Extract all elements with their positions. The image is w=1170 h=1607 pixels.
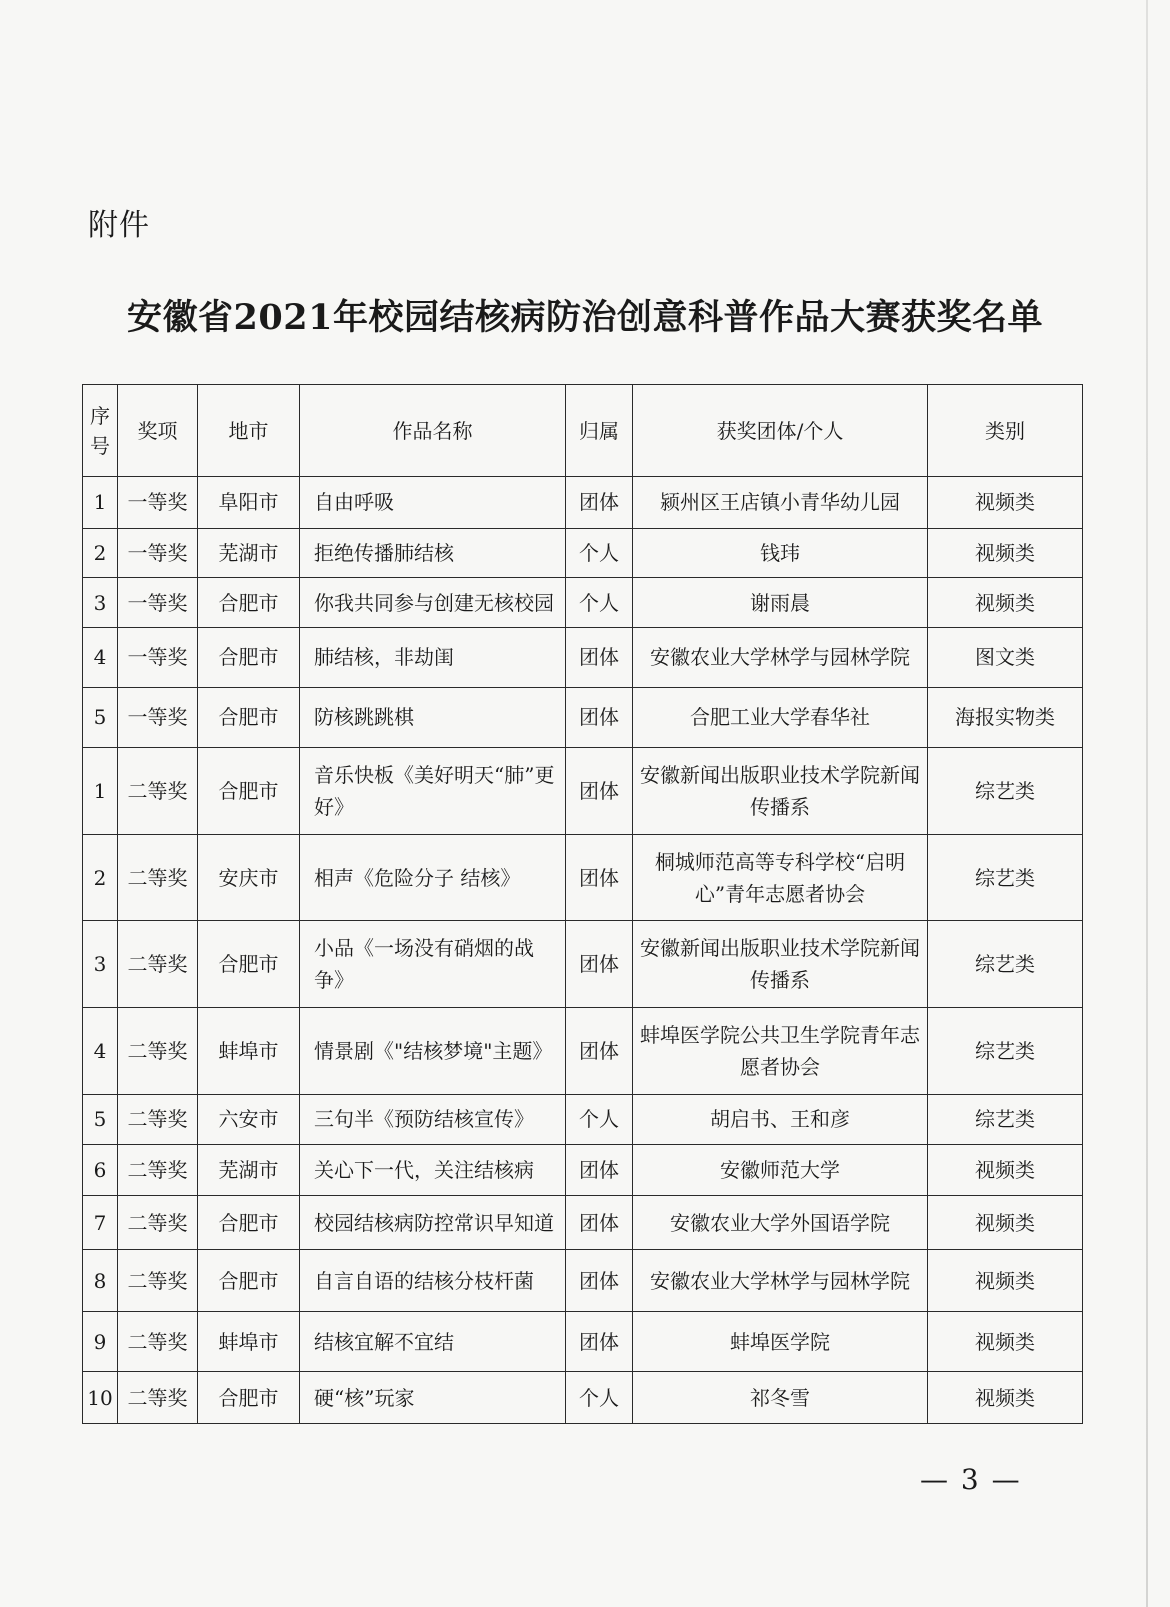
table-row — [83, 921, 1083, 1008]
table-row — [83, 1312, 1083, 1372]
header-seq-line1: 序 — [90, 403, 110, 428]
cell-belong: 个人 — [566, 578, 633, 628]
cell-award: 一等奖 — [118, 477, 198, 529]
cell-seq: 5 — [83, 1095, 118, 1145]
cell-award: 二等奖 — [118, 1372, 198, 1424]
cell-winner: 祁冬雪 — [633, 1372, 928, 1424]
cell-award: 二等奖 — [118, 1008, 198, 1095]
cell-award: 二等奖 — [118, 921, 198, 1008]
header-award: 奖项 — [118, 385, 198, 477]
cell-belong: 团体 — [566, 687, 633, 747]
cell-city: 六安市 — [198, 1095, 300, 1145]
table-row — [83, 1372, 1083, 1424]
cell-belong: 团体 — [566, 627, 633, 687]
cell-award: 二等奖 — [118, 1312, 198, 1372]
cell-work: 校园结核病防控常识早知道 — [300, 1196, 566, 1250]
cell-work: 小品《一场没有硝烟的战争》 — [300, 921, 566, 1008]
table-row — [83, 834, 1083, 921]
table-row — [83, 578, 1083, 628]
cell-work: 相声《危险分子 结核》 — [300, 834, 566, 921]
cell-winner: 安徽新闻出版职业技术学院新闻传播系 — [633, 747, 928, 834]
cell-seq: 4 — [83, 627, 118, 687]
cell-city: 芜湖市 — [198, 1144, 300, 1196]
cell-city: 合肥市 — [198, 1250, 300, 1312]
cell-award: 二等奖 — [118, 1250, 198, 1312]
cell-work: 肺结核，非劫闺 — [300, 627, 566, 687]
cell-belong: 团体 — [566, 747, 633, 834]
cell-seq: 6 — [83, 1144, 118, 1196]
cell-winner: 安徽农业大学林学与园林学院 — [633, 1250, 928, 1312]
table-header-row — [83, 385, 1083, 477]
cell-work: 防核跳跳棋 — [300, 687, 566, 747]
cell-winner: 蚌埠医学院公共卫生学院青年志愿者协会 — [633, 1008, 928, 1095]
table-row — [83, 1095, 1083, 1145]
cell-award: 一等奖 — [118, 687, 198, 747]
table-row — [83, 1144, 1083, 1196]
cell-category: 视频类 — [928, 1250, 1083, 1312]
cell-work: 音乐快板《美好明天“肺”更好》 — [300, 747, 566, 834]
cell-work: 关心下一代，关注结核病 — [300, 1144, 566, 1196]
header-belong: 归属 — [566, 385, 633, 477]
cell-seq: 1 — [83, 477, 118, 529]
cell-city: 合肥市 — [198, 1196, 300, 1250]
cell-belong: 团体 — [566, 1008, 633, 1095]
cell-winner: 安徽师范大学 — [633, 1144, 928, 1196]
cell-category: 视频类 — [928, 477, 1083, 529]
cell-category: 综艺类 — [928, 1095, 1083, 1145]
cell-city: 蚌埠市 — [198, 1312, 300, 1372]
cell-belong: 团体 — [566, 1312, 633, 1372]
cell-seq: 8 — [83, 1250, 118, 1312]
cell-city: 合肥市 — [198, 921, 300, 1008]
cell-work: 三句半《预防结核宣传》 — [300, 1095, 566, 1145]
cell-work: 结核宜解不宜结 — [300, 1312, 566, 1372]
cell-belong: 团体 — [566, 1144, 633, 1196]
cell-city: 合肥市 — [198, 687, 300, 747]
cell-work: 自由呼吸 — [300, 477, 566, 529]
cell-work: 情景剧《"结核梦境"主题》 — [300, 1008, 566, 1095]
cell-city: 合肥市 — [198, 1372, 300, 1424]
cell-winner: 安徽新闻出版职业技术学院新闻传播系 — [633, 921, 928, 1008]
cell-belong: 个人 — [566, 528, 633, 578]
cell-winner: 颍州区王店镇小青华幼儿园 — [633, 477, 928, 529]
table-row — [83, 1250, 1083, 1312]
cell-belong: 个人 — [566, 1095, 633, 1145]
cell-category: 综艺类 — [928, 834, 1083, 921]
cell-winner: 蚌埠医学院 — [633, 1312, 928, 1372]
header-work: 作品名称 — [300, 385, 566, 477]
cell-winner: 钱玮 — [633, 528, 928, 578]
cell-work: 硬“核”玩家 — [300, 1372, 566, 1424]
cell-seq: 1 — [83, 747, 118, 834]
cell-award: 二等奖 — [118, 1144, 198, 1196]
cell-city: 安庆市 — [198, 834, 300, 921]
cell-belong: 团体 — [566, 1196, 633, 1250]
cell-category: 图文类 — [928, 627, 1083, 687]
cell-seq: 5 — [83, 687, 118, 747]
table-row — [83, 687, 1083, 747]
cell-category: 综艺类 — [928, 747, 1083, 834]
cell-belong: 团体 — [566, 921, 633, 1008]
cell-category: 视频类 — [928, 1144, 1083, 1196]
cell-city: 合肥市 — [198, 747, 300, 834]
cell-city: 合肥市 — [198, 578, 300, 628]
table-row — [83, 1196, 1083, 1250]
cell-category: 视频类 — [928, 1372, 1083, 1424]
cell-belong: 团体 — [566, 477, 633, 529]
table-row — [83, 627, 1083, 687]
table-row — [83, 1008, 1083, 1095]
header-winner: 获奖团体/个人 — [633, 385, 928, 477]
cell-winner: 安徽农业大学林学与园林学院 — [633, 627, 928, 687]
page-number: — 3 — — [920, 1463, 1022, 1496]
cell-winner: 桐城师范高等专科学校“启明心”青年志愿者协会 — [633, 834, 928, 921]
cell-city: 芜湖市 — [198, 528, 300, 578]
cell-category: 综艺类 — [928, 1008, 1083, 1095]
cell-award: 二等奖 — [118, 747, 198, 834]
header-category: 类别 — [928, 385, 1083, 477]
cell-award: 一等奖 — [118, 528, 198, 578]
cell-winner: 谢雨晨 — [633, 578, 928, 628]
cell-seq: 10 — [83, 1372, 118, 1424]
cell-belong: 个人 — [566, 1372, 633, 1424]
cell-seq: 9 — [83, 1312, 118, 1372]
cell-category: 视频类 — [928, 1312, 1083, 1372]
cell-category: 海报实物类 — [928, 687, 1083, 747]
cell-category: 视频类 — [928, 528, 1083, 578]
cell-seq: 4 — [83, 1008, 118, 1095]
cell-city: 蚌埠市 — [198, 1008, 300, 1095]
cell-city: 阜阳市 — [198, 477, 300, 529]
cell-winner: 安徽农业大学外国语学院 — [633, 1196, 928, 1250]
cell-belong: 团体 — [566, 834, 633, 921]
cell-winner: 胡启书、王和彦 — [633, 1095, 928, 1145]
cell-category: 视频类 — [928, 1196, 1083, 1250]
cell-seq: 2 — [83, 834, 118, 921]
document-title: 安徽省2021年校园结核病防治创意科普作品大赛获奖名单 — [127, 297, 1043, 338]
cell-award: 二等奖 — [118, 1196, 198, 1250]
header-seq-line2: 号 — [90, 433, 110, 458]
attachment-label: 附件 — [88, 208, 150, 243]
cell-category: 综艺类 — [928, 921, 1083, 1008]
scan-edge-line — [1146, 0, 1148, 1607]
cell-award: 二等奖 — [118, 1095, 198, 1145]
cell-work: 自言自语的结核分枝杆菌 — [300, 1250, 566, 1312]
header-city: 地市 — [198, 385, 300, 477]
cell-work: 拒绝传播肺结核 — [300, 528, 566, 578]
cell-city: 合肥市 — [198, 627, 300, 687]
cell-award: 二等奖 — [118, 834, 198, 921]
award-list-table — [82, 384, 1083, 1424]
cell-seq: 7 — [83, 1196, 118, 1250]
cell-seq: 3 — [83, 921, 118, 1008]
table-row — [83, 528, 1083, 578]
cell-work: 你我共同参与创建无核校园 — [300, 578, 566, 628]
cell-award: 一等奖 — [118, 578, 198, 628]
cell-seq: 3 — [83, 578, 118, 628]
cell-seq: 2 — [83, 528, 118, 578]
header-seq — [83, 385, 118, 477]
cell-category: 视频类 — [928, 578, 1083, 628]
table-row — [83, 477, 1083, 529]
cell-belong: 团体 — [566, 1250, 633, 1312]
cell-award: 一等奖 — [118, 627, 198, 687]
table-row — [83, 747, 1083, 834]
cell-winner: 合肥工业大学春华社 — [633, 687, 928, 747]
